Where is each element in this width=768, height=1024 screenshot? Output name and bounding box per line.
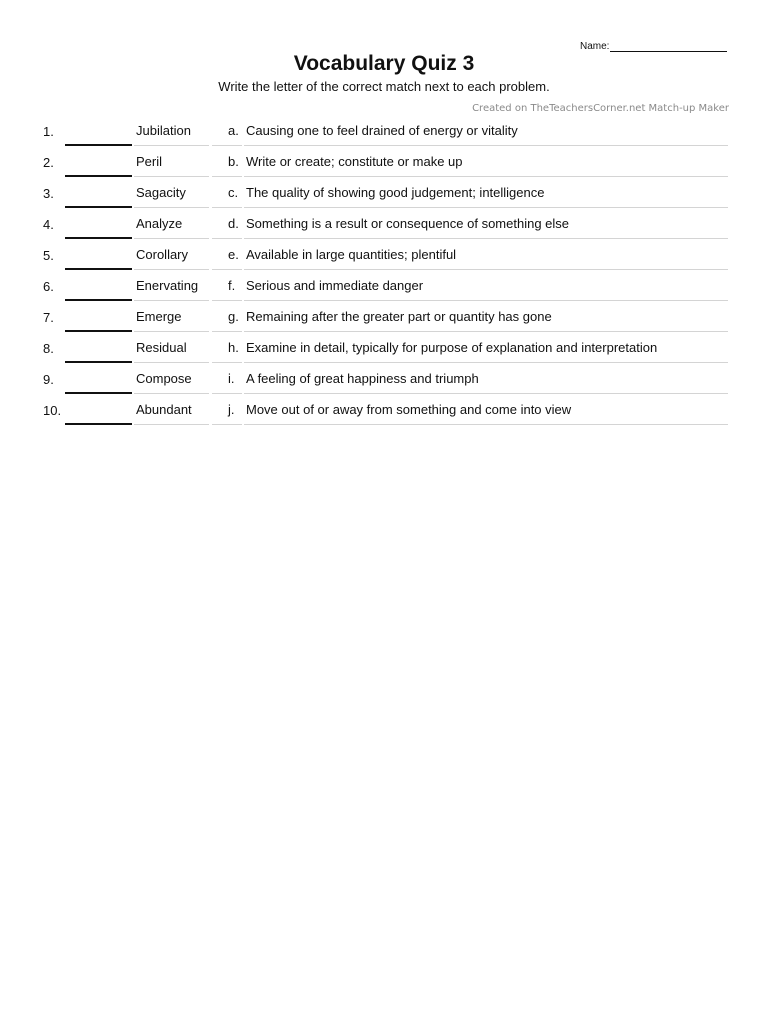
vocab-word: Sagacity <box>136 185 186 200</box>
quiz-list <box>0 115 768 425</box>
vocab-word: Peril <box>136 154 163 169</box>
vocab-word: Compose <box>136 371 192 386</box>
quiz-row <box>0 332 768 363</box>
definition: Something is a result or consequence of something else <box>246 216 570 231</box>
choice-letter: b. <box>228 154 239 169</box>
quiz-row <box>0 115 768 146</box>
row-divider <box>212 424 242 425</box>
quiz-row <box>0 394 768 425</box>
definition: Remaining after the greater part or quantity has gone <box>246 309 552 324</box>
instructions: Write the letter of the correct match next to each problem. <box>218 79 550 94</box>
choice-letter: c. <box>228 185 239 200</box>
choice-letter: j. <box>228 402 235 417</box>
name-field <box>580 40 727 52</box>
choice-letter: f. <box>228 278 236 293</box>
vocab-word: Analyze <box>136 216 183 231</box>
definition: Available in large quantities; plentiful <box>246 247 457 262</box>
credit-text: Created on TheTeachersCorner.net Match-up Maker <box>472 103 729 114</box>
definition: Write or create; constitute or make up <box>246 154 463 169</box>
choice-letter: g. <box>228 309 239 324</box>
choice-letter: a. <box>228 123 239 138</box>
problem-number: 10. <box>43 403 62 418</box>
definition: Move out of or away from something and come into view <box>246 402 572 417</box>
name-label: Name: <box>580 41 610 52</box>
row-divider <box>134 424 209 425</box>
problem-number: 4. <box>43 217 54 232</box>
problem-number: 3. <box>43 186 54 201</box>
definition: Causing one to feel drained of energy or vitality <box>246 123 518 138</box>
problem-number: 6. <box>43 279 54 294</box>
vocab-word: Jubilation <box>136 123 191 138</box>
quiz-row <box>0 239 768 270</box>
vocab-word: Corollary <box>136 247 189 262</box>
problem-number: 9. <box>43 372 54 387</box>
quiz-row <box>0 177 768 208</box>
problem-number: 8. <box>43 341 54 356</box>
choice-letter: d. <box>228 216 239 231</box>
row-divider <box>244 424 728 425</box>
definition: Examine in detail, typically for purpose of explanation and interpretation <box>246 340 658 355</box>
choice-letter: i. <box>228 371 235 386</box>
definition: The quality of showing good judgement; intelligence <box>246 185 545 200</box>
page-title: Vocabulary Quiz 3 <box>293 52 475 75</box>
vocab-word: Abundant <box>136 402 192 417</box>
quiz-row <box>0 270 768 301</box>
definition: Serious and immediate danger <box>246 278 424 293</box>
problem-number: 2. <box>43 155 54 170</box>
quiz-row <box>0 146 768 177</box>
vocab-word: Enervating <box>136 278 199 293</box>
name-blank[interactable] <box>610 40 727 52</box>
choice-letter: h. <box>228 340 239 355</box>
vocab-word: Residual <box>136 340 187 355</box>
problem-number: 5. <box>43 248 54 263</box>
problem-number: 7. <box>43 310 54 325</box>
choice-letter: e. <box>228 247 239 262</box>
answer-blank[interactable] <box>65 423 132 425</box>
quiz-row <box>0 301 768 332</box>
quiz-row <box>0 363 768 394</box>
definition: A feeling of great happiness and triumph <box>246 371 479 386</box>
vocab-word: Emerge <box>136 309 182 324</box>
quiz-row <box>0 208 768 239</box>
problem-number: 1. <box>43 124 54 139</box>
